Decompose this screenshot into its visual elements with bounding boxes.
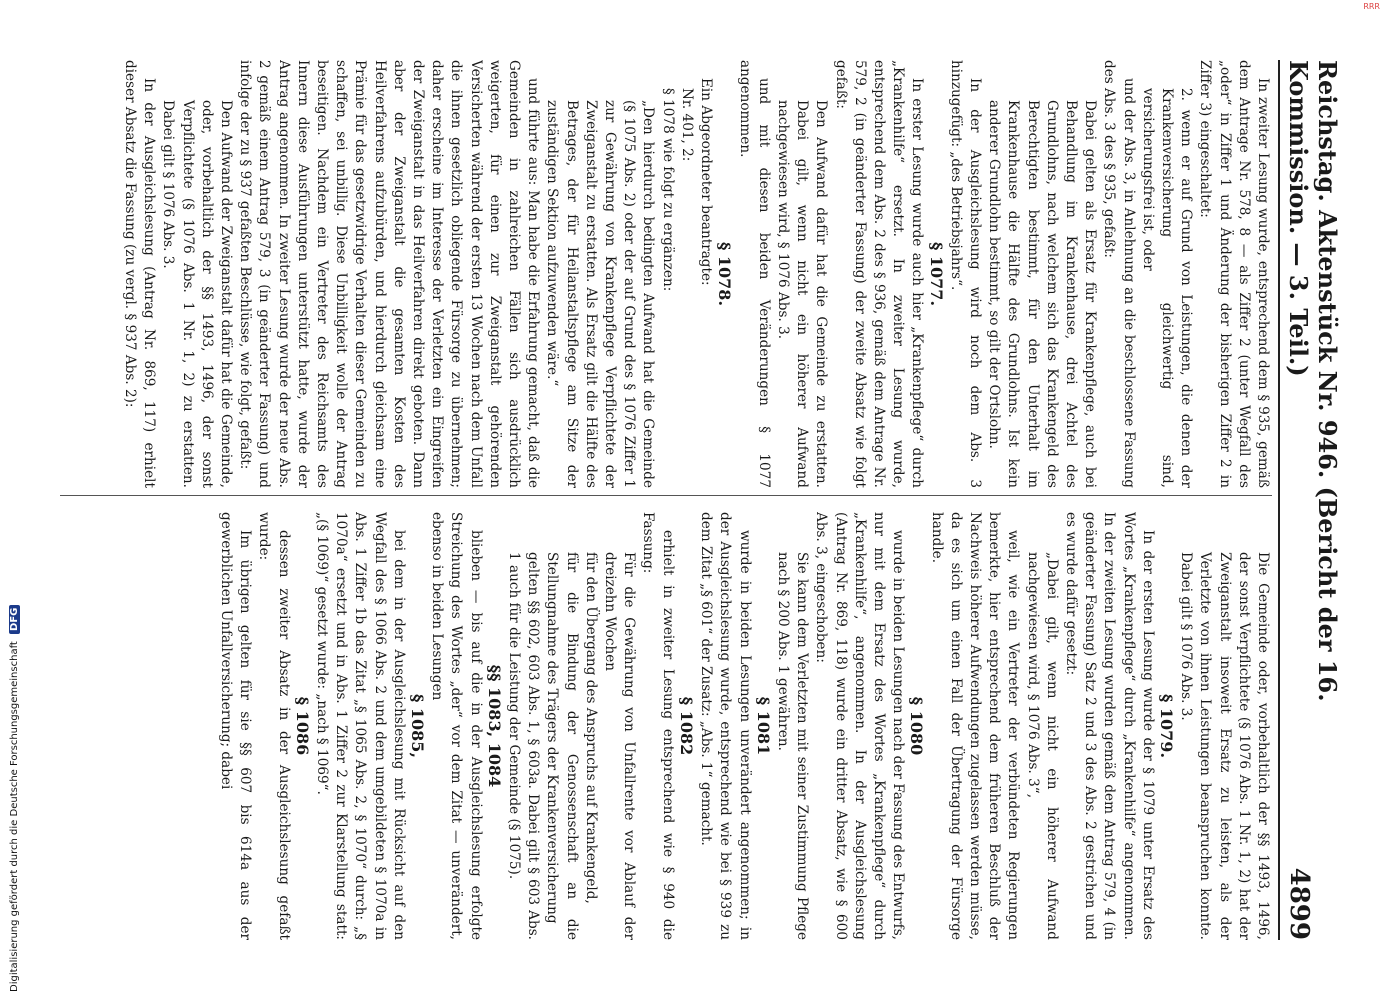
left-column: [60, 60, 1272, 488]
page-header: [1284, 60, 1342, 940]
paragraph: Nr. 401, 2:: [678, 88, 695, 162]
paragraph: In zweiter Lesung wurde, entsprechend dem § 935, gemäß dem Antrage Nr. 578, 8 — als Ziffer 2 (unter Wegfall des „oder“ in Ziffer 1 und Änderung der bisherigen Ziffer 2 in Ziffer 3) eingeschaltet:: [1197, 60, 1271, 488]
paragraph: „Den hierdurch bedingten Aufwand hat die Gemeinde (§ 1075 Abs. 2) oder der auf Grund des § 1076 Ziffer 1 zur Gewährung von Krankenpflege Verpflichtete der Zweiganstalt zu erstatten. Als Ersatz gilt die Hälfte des Betrages, der für Heilanstaltspflege am Sitze der zuständigen Sektion aufzuwenden wäre.“: [544, 100, 657, 488]
paragraph: für die Bindung der Genossenschaft an die Stellungnahme des Trägers der Krankenversicherung: [544, 552, 580, 940]
paragraph: In erster Lesung wurde auch hier „Krankenpflege“ durch „Krankenhilfe“ ersetzt. In zweiter Lesung wurde, entsprechend dem Abs. 2 des § 936, gemäß dem Antrage Nr. 579, 2 (in geänderter Fassung) der zweite Absatz wie folgt gefaßt:: [832, 60, 926, 488]
column-divider: [60, 495, 1272, 496]
header-title: Reichstag. Aktenstück Nr. 946. (Bericht der 16. Kommission. — 3. Teil.): [1284, 60, 1342, 702]
paragraph: „Dabei gilt, wenn nicht ein höherer Aufwand nachgewiesen wird, § 1076 Abs. 3“,: [1024, 552, 1060, 940]
corner-mark: RRR: [1363, 2, 1380, 11]
section-heading: § 1078.: [715, 241, 735, 307]
attribution-text: Digitalisierung gefördert durch die Deutsche Forschungsgemeinschaft: [9, 641, 20, 992]
paragraph: Den Aufwand der Zweiganstalt dafür hat die Gemeinde, oder, vorbehaltlich der §§ 1493, 1496, der sonst Verpflichtete (§ 1076 Abs. 1 Nr. 1, 2) zu erstatten. Dabei gilt § 1076 Abs. 3.: [160, 100, 235, 488]
paragraph: Sie kann dem Verletzten mit seiner Zustimmung Pflege nach § 200 Abs. 1 gewähren.: [774, 552, 811, 940]
sidebar-attribution: [0, 0, 24, 1000]
paragraph: für den Übergang des Anspruchs auf Krankengeld,: [582, 552, 599, 904]
dfg-logo: DFG: [9, 605, 20, 634]
paragraph: bei dem in der Ausgleichslesung mit Rücksicht auf den Wegfall des § 1066 Abs. 2 und dem umgebildeten § 1070a in Abs. 1 Ziffer 1b das Zitat „§ 1065 Abs. 2, § 1070“ durch: „§ 1070a“ ersetzt und in Abs. 1 Ziffer 2 zur Klarstellung statt: „(§ 1069)“ gesetzt wurde: „nach § 1069“.: [314, 512, 407, 940]
paragraph: 2. wenn er auf Grund von Leistungen, die denen der Krankenversicherung gleichwertig sind, versicherungsfrei ist, oder: [1139, 88, 1195, 488]
section-heading: § 1085,: [408, 693, 428, 759]
paragraph: blieben — bis auf die in der Ausgleichslesung erfolgte Streichung des Wortes „der“ vor dem Zitat — unverändert, ebenso in beiden Lesungen: [429, 512, 484, 940]
paragraph: und führte aus: Man habe die Erfahrung gemacht, daß die Gemeinden in zahlreichen Fällen sich ausdrücklich weigerten, für einen zur Zweiganstalt gehörenden Versicherten während der ersten 13 Wochen nach dem Unfall die ihnen gesetzlich obliegende Fürsorge zu übernehmen; daher erscheine im Interesse der Verletzten ein Eingreifen der Zweiganstalt in das Heilverfahren direkt geboten. Dann aber der Zweiganstalt die gesamten Kosten des Heilverfahrens aufzubürden, und hierdurch gleichsam eine Prämie für das gesetzwidrige Verhalten dieser Gemeinden zu schaffen, sei unbillig. Diese Unbilligkeit wolle der Antrag beseitigen. Nachdem ein Vertreter des Reichsamts des Innern diese Ausführungen unterstützt hatte, wurde der Antrag angenommen. In zweiter Lesung wurde der neue Abs. 2 gemäß einem Antrag 579, 3 (in geänderter Fassung) und infolge der zu § 937 gefaßten Beschlüsse, wie folgt, gefaßt:: [237, 60, 542, 488]
paragraph: erhielt in zweiter Lesung entsprechend wie § 940 die Fassung:: [640, 512, 676, 940]
section-heading: § 1077.: [926, 241, 946, 307]
section-heading: § 1082: [676, 696, 696, 756]
section-heading: § 1079.: [1156, 693, 1176, 759]
section-heading: §§ 1083, 1084: [484, 664, 504, 788]
paragraph: § 1078 wie folgt zu ergänzen:: [659, 88, 676, 292]
paragraph: Dabei gelten als Ersatz für Krankenpflege, auch bei Behandlung im Krankenhause, drei Achtel des Grundlohns, nach welchem sich das Krankengeld des Berechtigten bestimmt, für den Unterhalt im Krankenhause die Hälfte des Grundlohns. Ist kein anderer Grundlohn bestimmt, so gilt der Ortslohn.: [986, 100, 1099, 488]
paragraph: Für die Gewährung von Unfallrente vor Ablauf der dreizehn Wochen: [602, 552, 638, 940]
paragraph: dessen zweiter Absatz in der Ausgleichslesung gefaßt wurde:: [256, 512, 292, 940]
paragraph: wurde in beiden Lesungen unverändert angenommen; in der Ausgleichslesung wurde, entsprechend wie bei § 939 zu dem Zitat „§ 601“ der Zusatz: „Abs. 1“ gemacht.: [698, 512, 753, 940]
page-number: 4899: [1284, 867, 1314, 940]
section-heading: § 1086: [292, 696, 312, 756]
paragraph: Den Aufwand dafür hat die Gemeinde zu erstatten. Dabei gilt, wenn nicht ein höherer Aufwand nachgewiesen wird, § 1076 Abs. 3.: [774, 100, 830, 488]
paragraph: In der Ausgleichslesung wird noch dem Abs. 3 hinzugefügt: „des Betriebsjahrs“.: [947, 60, 983, 488]
header-rule: [1278, 60, 1280, 940]
paragraph: In der Ausgleichslesung (Antrag Nr. 869, 117) erhielt dieser Absatz die Fassung (zu vergl. § 937 Abs. 2):: [122, 60, 158, 488]
paragraph: Im übrigen gelten für sie §§ 607 bis 614a aus der gewerblichen Unfallversicherung; dabei: [218, 512, 254, 940]
paragraph: Die Gemeinde oder, vorbehaltlich der §§ 1493, 1496, der sonst Verpflichtete (§ 1076 Abs. 1 Nr. 1, 2) hat der Zweiganstalt insoweit Ersatz zu leisten, als der Verletzte von ihnen Leistungen beanspruchen konnte. Dabei gilt § 1076 Abs. 3.: [1178, 552, 1271, 940]
right-column: [60, 512, 1272, 940]
paragraph: Ein Abgeordneter beantragte:: [698, 78, 715, 286]
paragraph: wurde in beiden Lesungen nach der Fassung des Entwurfs, nur mit dem Ersatz des Wortes „Krankenpflege“ durch „Krankenhilfe“, angenommen. In der Ausgleichslesung (Antrag Nr. 869, 118) wurde ein dritter Absatz, wie § 600 Abs. 3, eingeschoben:: [813, 512, 907, 940]
paragraph: und der Abs. 3, in Anlehnung an die beschlossene Fassung des Abs. 3 des § 935, gefaßt:: [1101, 60, 1137, 488]
paragraph: weil, wie ein Vertreter der verbündeten Regierungen bemerkte, hier entsprechend dem früheren Beschluß der Nachweis höherer Aufwendungen zugelassen werden müsse, da es sich um einen Fall der Übertragung der Fürsorge handle.: [928, 512, 1022, 940]
paragraph: In der ersten Lesung wurde der § 1079 unter Ersatz des Wortes „Krankenpflege“ durch „Krankenhilfe“ angenommen. In der zweiten Lesung wurden gemäß dem Antrag 579, 4 (in geänderter Fassung) Satz 2 und 3 des Abs. 2 gestrichen und es wurde dafür gesetzt:: [1062, 512, 1156, 940]
paragraph: gelten §§ 602, 603 Abs. 1, § 603a. Dabei gilt § 603 Abs. 1 auch für die Leistung der Gemeinde (§ 1075).: [506, 552, 542, 940]
section-heading: § 1080: [907, 696, 927, 756]
paragraph: und mit diesen beiden Veränderungen § 1077 angenommen.: [736, 60, 772, 488]
section-heading: § 1081: [753, 696, 773, 756]
